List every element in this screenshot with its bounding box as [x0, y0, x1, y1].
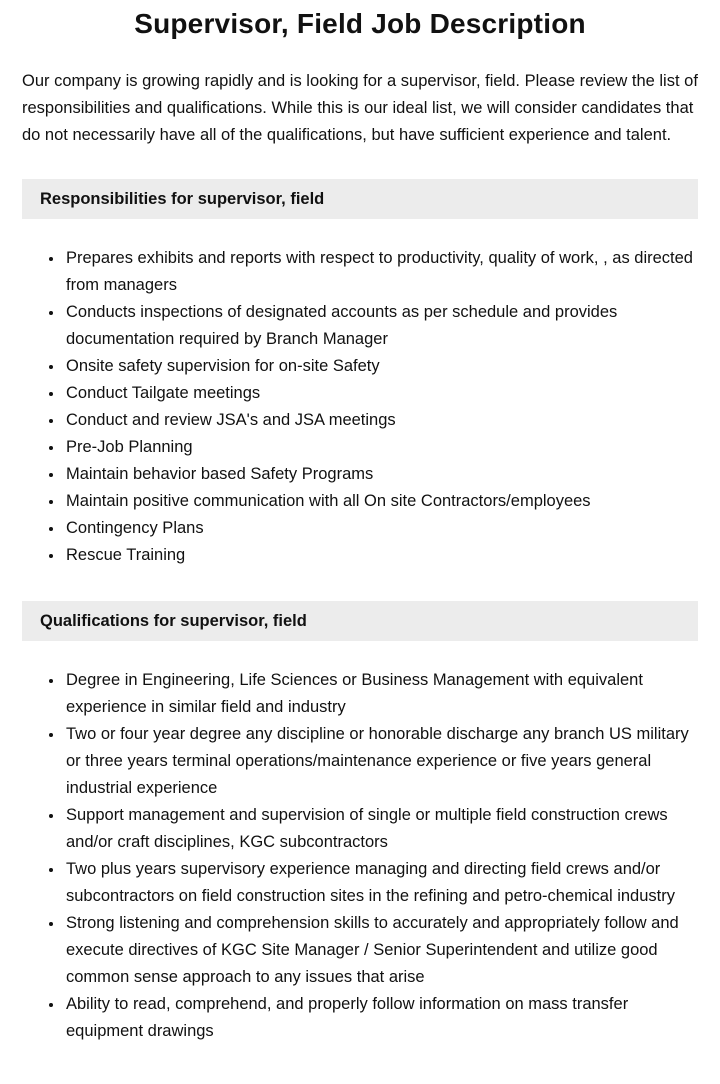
qualification-item: • Strong listening and comprehension skills to accurately and appropriately follow and execute directives of KGC Site Manager / Senior Superintendent and utilize good common sense approach to any issues that arise	[64, 910, 698, 991]
responsibility-item: • Conduct and review JSA's and JSA meetings	[64, 407, 698, 434]
qualification-item: • Support management and supervision of single or multiple field construction crews and/or craft disciplines, KGC subcontractors	[64, 802, 698, 856]
responsibility-item: • Pre-Job Planning	[64, 434, 698, 461]
qualification-item: • Ability to read, comprehend, and properly follow information on mass transfer equipment drawings	[64, 991, 698, 1045]
responsibility-item: • Onsite safety supervision for on-site Safety	[64, 353, 698, 380]
page-title: Supervisor, Field Job Description	[134, 8, 586, 39]
responsibilities-heading: Responsibilities for supervisor, field	[40, 190, 325, 208]
responsibility-item: • Maintain behavior based Safety Programs	[64, 461, 698, 488]
qualification-item: • Two plus years supervisory experience managing and directing field crews and/or subcontractors on field construction sites in the refining and petro-chemical industry	[64, 856, 698, 910]
qualifications-list	[22, 667, 698, 1045]
responsibilities-section-header	[22, 179, 698, 219]
responsibility-item: • Conducts inspections of designated accounts as per schedule and provides documentation required by Branch Manager	[64, 299, 698, 353]
qualifications-heading: Qualifications for supervisor, field	[40, 612, 307, 630]
intro-paragraph: Our company is growing rapidly and is looking for a supervisor, field. Please review the list of responsibilities and qualifications. While this is our ideal list, we will consider candidates that do not necessarily have all of the qualifications, but have sufficient experience and talent.	[22, 72, 698, 144]
qualifications-section-header	[22, 601, 698, 641]
responsibilities-list	[22, 245, 698, 569]
responsibility-item: • Rescue Training	[64, 542, 698, 569]
responsibility-item: • Contingency Plans	[64, 515, 698, 542]
responsibility-item: • Conduct Tailgate meetings	[64, 380, 698, 407]
qualification-item: • Two or four year degree any discipline or honorable discharge any branch US military or three years terminal operations/maintenance experience or five years general industrial experience	[64, 721, 698, 802]
qualification-item: • Degree in Engineering, Life Sciences or Business Management with equivalent experience in similar field and industry	[64, 667, 698, 721]
responsibility-item: • Maintain positive communication with all On site Contractors/employees	[64, 488, 698, 515]
responsibility-item: • Prepares exhibits and reports with respect to productivity, quality of work, , as directed from managers	[64, 245, 698, 299]
